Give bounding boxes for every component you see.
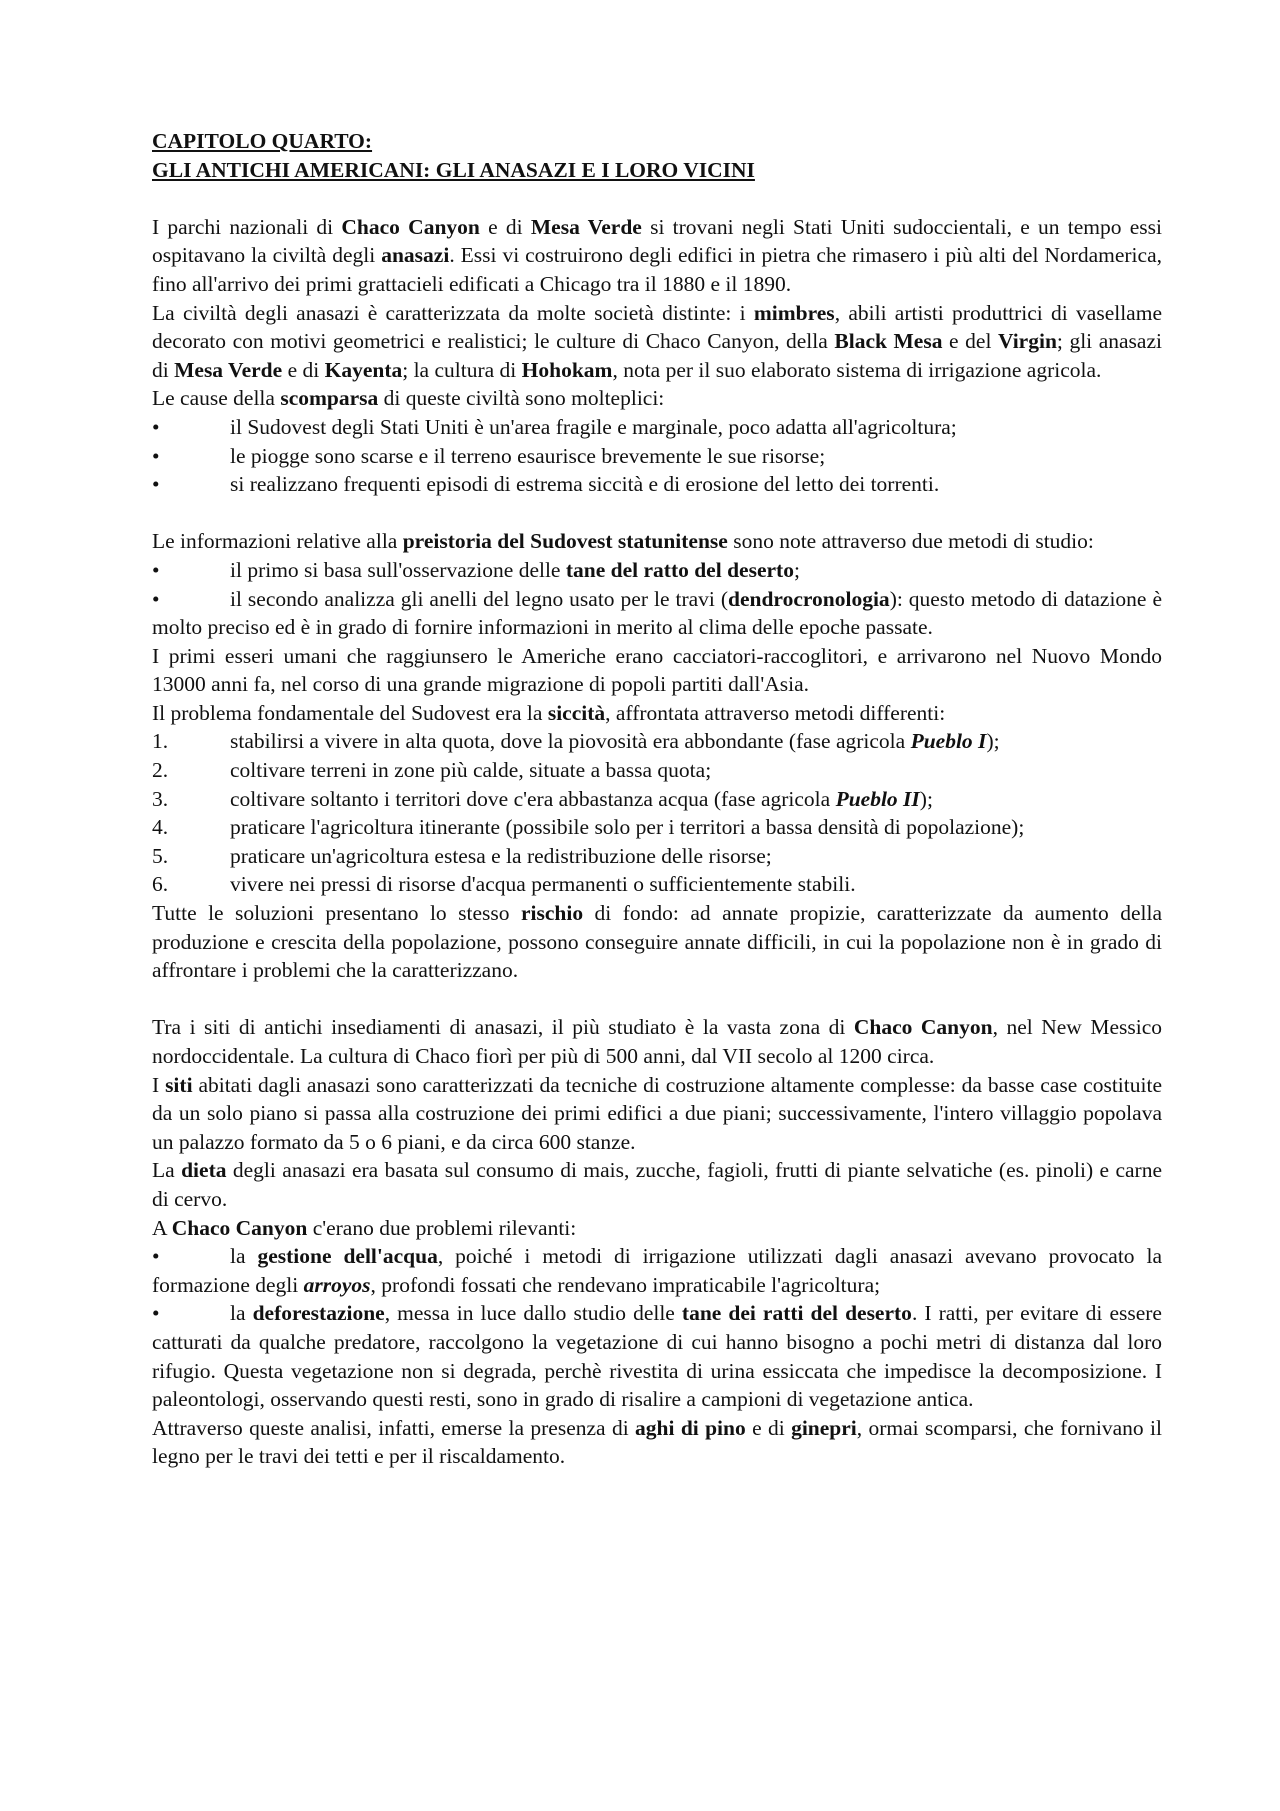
numbered-item: 2. coltivare terreni in zone più calde, situate a bassa quota;: [152, 756, 1162, 785]
numbered-item: 4. praticare l'agricoltura itinerante (possibile solo per i territori a bassa densità di popolazione);: [152, 813, 1162, 842]
list-item: • la gestione dell'acqua, poiché i metodi di irrigazione utilizzati dagli anasazi avevano provocato la formazione degli arroyos, profondi fossati che rendevano impraticabile l'agricoltura;: [152, 1244, 1163, 1297]
number-marker: 3.: [152, 786, 169, 811]
bullet-marker: •: [152, 1244, 160, 1269]
list-item: • il primo si basa sull'osservazione delle tane del ratto del deserto;: [152, 556, 1162, 585]
paragraph-conclusion: Attraverso queste analisi, infatti, emerse la presenza di aghi di pino e di ginepri, ormai scomparsi, che fornivano il legno per le travi dei tetti e per il riscaldamento.: [152, 1415, 1162, 1469]
numbered-item: 6. vivere nei pressi di risorse d'acqua permanenti o sufficientemente stabili.: [152, 870, 1162, 899]
chapter-title-line-2: GLI ANTICHI AMERICANI: GLI ANASAZI E I LORO VICINI: [152, 157, 755, 182]
paragraph-intro: I parchi nazionali di Chaco Canyon e di Mesa Verde si trovani negli Stati Uniti sudoccientali, e un tempo essi ospitavano la civiltà degli anasazi. Essi vi costruirono degli edifici in pietra che rimasero i più alti del Nordamerica, fino all'arrivo dei primi grattacieli edificati a Chicago tra il 1880 e il 1890.: [152, 214, 1162, 296]
paragraph-sites: I siti abitati dagli anasazi sono caratterizzati da tecniche di costruzione altamente complesse: da basse case costituite da un solo piano si passa alla costruzione dei primi edifici a due piani; successivamente, l'intero villaggio popolava un palazzo formato da 5 o 6 piani, e da circa 600 stanze.: [152, 1072, 1162, 1154]
blank-line: [152, 184, 1162, 213]
numbered-item: 5. praticare un'agricoltura estesa e la redistribuzione delle risorse;: [152, 842, 1162, 871]
number-marker: 5.: [152, 843, 169, 868]
paragraph-problems-intro: A Chaco Canyon c'erano due problemi rilevanti:: [152, 1215, 577, 1240]
bullet-marker: •: [152, 472, 160, 497]
list-item: • si realizzano frequenti episodi di estrema siccità e di erosione del letto dei torrenti.: [152, 470, 1162, 499]
numbered-item: 3. coltivare soltanto i territori dove c'era abbastanza acqua (fase agricola Pueblo II);: [152, 785, 1162, 814]
list-item: • la deforestazione, messa in luce dallo studio delle tane dei ratti del deserto. I ratti, per evitare di essere catturati da qualche predatore, raccolgono la vegetazione di cui hanno bisogno a pochi metri di distanza dal loro rifugio. Questa vegetazione non si degrada, perchè rivestita di urina essiccata che impedisce la decomposizione. I paleontologi, osservando questi resti, sono in grado di risalire a campioni di vegetazione antica.: [152, 1301, 1162, 1412]
paragraph-diet: La dieta degli anasazi era basata sul consumo di mais, zucche, fagioli, frutti di piante selvatiche (es. pinoli) e carne di cervo.: [152, 1158, 1162, 1211]
bullet-marker: •: [152, 414, 160, 439]
list-item: • le piogge sono scarse e il terreno esaurisce brevemente le sue risorse;: [152, 442, 1162, 471]
list-item: • il secondo analizza gli anelli del legno usato per le travi (dendrocronologia): questo metodo di datazione è molto preciso ed è in grado di fornire informazioni in merito al clima delle epoche passate.: [152, 586, 1162, 640]
bullet-marker: •: [152, 1301, 160, 1326]
paragraph-societies: La civiltà degli anasazi è caratterizzata da molte società distinte: i mimbres, abili artisti produttrici di vasellame decorato con motivi geometrici e realistici; le culture di Chaco Canyon, della Black Mesa e del Virgin; gli anasazi di Mesa Verde e di Kayenta; la cultura di Hohokam, nota per il suo elaborato sistema di irrigazione agricola.: [152, 300, 1162, 382]
document-body: [152, 127, 1162, 1471]
number-marker: 4.: [152, 815, 169, 840]
paragraph-risk: Tutte le soluzioni presentano lo stesso rischio di fondo: ad annate propizie, caratterizzate da aumento della produzione e crescita della popolazione, possono conseguire annate difficili, in cui la popolazione non è in grado di affrontare i problemi che la caratterizzano.: [152, 901, 1162, 983]
blank-line: [152, 499, 1162, 528]
paragraph-causes-intro: Le cause della scomparsa di queste civiltà sono molteplici:: [152, 386, 665, 411]
number-marker: 6.: [152, 872, 169, 897]
bullet-marker: •: [152, 443, 160, 468]
chapter-title: [152, 127, 1162, 184]
paragraph-first-humans: I primi esseri umani che raggiunsero le Americhe erano cacciatori-raccoglitori, e arrivarono nel Nuovo Mondo 13000 anni fa, nel corso di una grande migrazione di popoli partiti dall'Asia.: [152, 643, 1162, 697]
bullet-marker: •: [152, 557, 160, 582]
numbered-item: 1. stabilirsi a vivere in alta quota, dove la piovosità era abbondante (fase agricola Pueblo I);: [152, 727, 1162, 756]
list-item: • il Sudovest degli Stati Uniti è un'area fragile e marginale, poco adatta all'agricoltura;: [152, 413, 1162, 442]
bullet-marker: •: [152, 586, 160, 611]
chapter-title-line-1: CAPITOLO QUARTO:: [152, 129, 373, 153]
number-marker: 1.: [152, 729, 169, 754]
blank-line: [152, 985, 1162, 1014]
number-marker: 2.: [152, 758, 169, 783]
paragraph-chaco: Tra i siti di antichi insediamenti di anasazi, il più studiato è la vasta zona di Chaco Canyon, nel New Messico nordoccidentale. La cultura di Chaco fiorì per più di 500 anni, dal VII secolo al 1200 circa.: [152, 1015, 1162, 1068]
paragraph-drought: Il problema fondamentale del Sudovest era la siccità, affrontata attraverso metodi differenti:: [152, 700, 946, 725]
paragraph-methods-intro: Le informazioni relative alla preistoria del Sudovest statunitense sono note attraverso due metodi di studio:: [152, 529, 1094, 554]
